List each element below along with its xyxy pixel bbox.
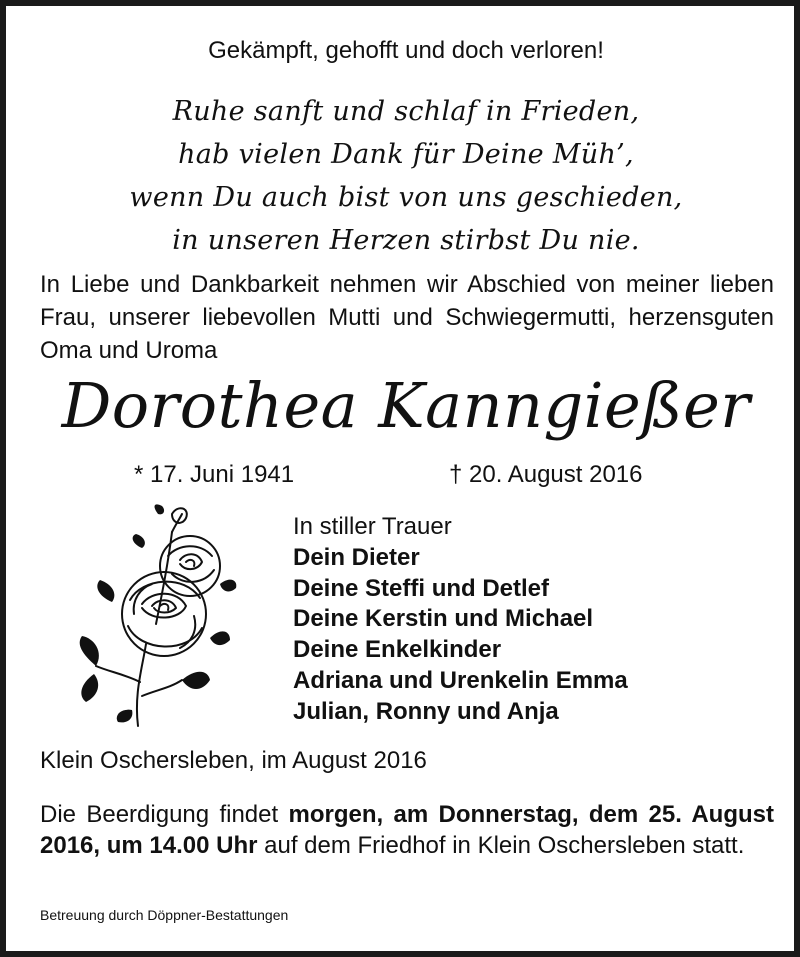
deceased-name: Dorothea Kanngießer	[61, 369, 751, 442]
mourner-name: Julian, Ronny und Anja	[293, 697, 559, 725]
mourners-list	[293, 512, 628, 728]
death-date: † 20. August 2016	[449, 461, 643, 488]
mourner-name: Deine Kerstin und Michael	[293, 605, 594, 633]
funeral-home-credit: Betreuung durch Döppner-Bestattungen	[40, 907, 289, 923]
funeral-text-start: Die Beerdigung findet	[40, 801, 289, 828]
poem-line: in unseren Herzen stirbst Du nie.	[172, 225, 640, 256]
funeral-text-end: auf dem Friedhof in Klein Oschersleben statt.	[257, 832, 745, 859]
poem-line: hab vielen Dank für Deine Müh’,	[178, 139, 634, 170]
funeral-date-time: morgen, am Donnerstag, dem 25. August 2016, um 14.00 Uhr	[40, 801, 774, 859]
mourners-lead: In stiller Trauer	[293, 513, 452, 540]
poem	[6, 90, 800, 262]
poem-line: Ruhe sanft und schlaf in Frieden,	[172, 96, 640, 127]
mourner-name: Dein Dieter	[293, 543, 420, 571]
funeral-info	[40, 799, 774, 861]
mourner-name: Deine Steffi und Detlef	[293, 574, 550, 602]
birth-date: * 17. Juni 1941	[134, 461, 295, 488]
intro-text: In Liebe und Dankbarkeit nehmen wir Abschied von meiner lieben Frau, unserer liebevollen Mutti und Schwiegermutti, herzensguten Oma und Uroma	[40, 271, 774, 364]
poem-line: wenn Du auch bist von uns geschieden,	[129, 182, 683, 213]
mourner-name: Deine Enkelkinder	[293, 636, 502, 664]
place-date: Klein Oschersleben, im August 2016	[40, 747, 427, 774]
rose-icon	[72, 504, 247, 732]
mourner-name: Adriana und Urenkelin Emma	[293, 666, 628, 694]
headline: Gekämpft, gehofft und doch verloren!	[208, 37, 604, 64]
